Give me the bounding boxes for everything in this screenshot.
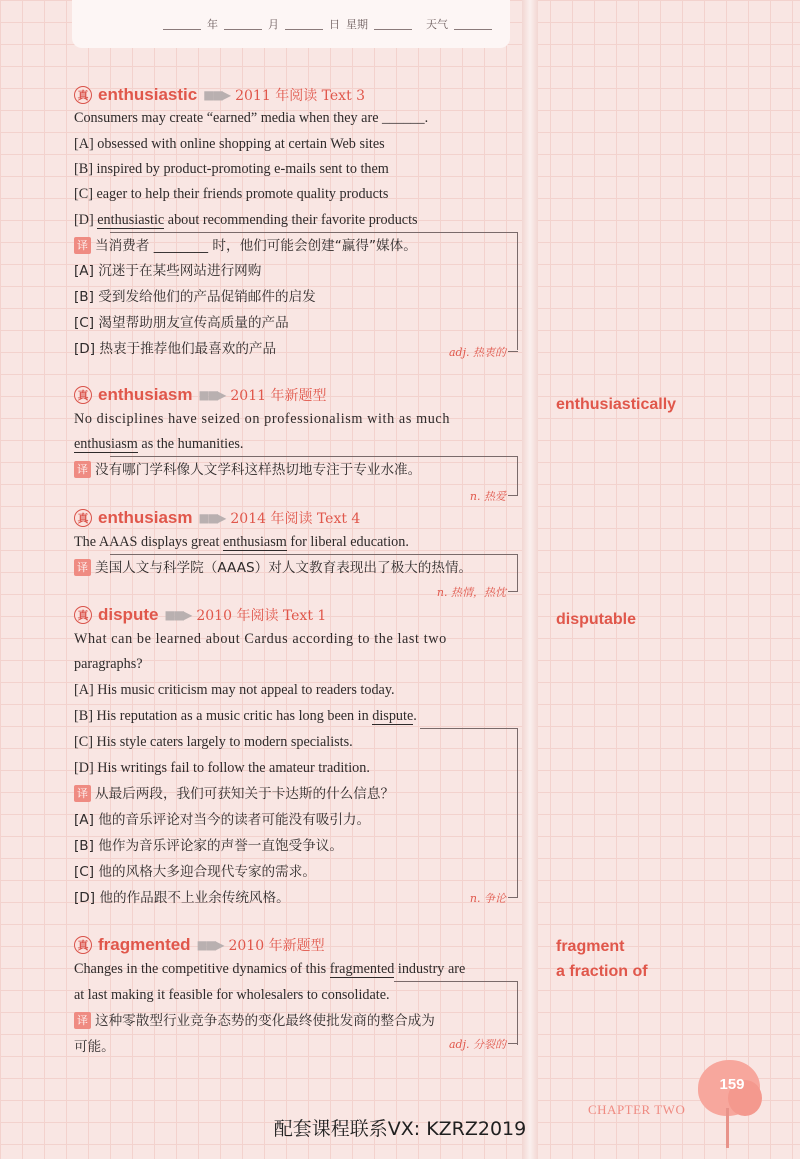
chapter-label: CHAPTER TWO [588,1102,686,1117]
example-line: at last making it feasible for wholesalers to consolidate. [74,987,390,1003]
translation-text: 没有哪门学科像人文学科这样热切地专注于专业水准。 [95,462,422,478]
option-line: [B] inspired by product-promoting e-mails sent to them [74,161,389,177]
headword: enthusiastic [98,85,198,104]
translation-text: 美国人文与科学院（AAAS）对人文教育表现出了极大的热情。 [95,560,473,576]
day-blank [285,18,323,30]
option-line: [C] His style caters largely to modern specialists. [74,734,353,750]
source-label: 2010 年新题型 [228,938,325,954]
sidebar-word: disputable [556,611,637,628]
keyword-underlined: enthusiasm [222,534,287,550]
zhen-badge-icon: 真 [74,936,92,954]
zhen-badge-icon: 真 [74,606,92,624]
example-suffix: for liberal education. [286,534,409,550]
headword: fragmented [98,935,191,954]
example-line [74,434,243,454]
example-line: paragraphs? [74,656,143,672]
zhen-badge-icon: 真 [74,509,92,527]
arrow-right-icon: ■■▶ [196,938,223,952]
yi-badge-icon: 译 [74,559,91,576]
gloss-bracket [110,232,518,350]
keyword-underlined: enthusiasm [74,436,138,452]
translation-text: 当消费者 ________ 时，他们可能会创建“赢得”媒体。 [95,238,417,254]
month-label: 月 [268,18,279,31]
entry-header-fragmented [74,934,325,956]
keyword-underlined: fragmented [329,961,395,977]
source-label: 2010 年阅读 Text 1 [196,608,327,624]
translation-text: 从最后两段，我们可获知关于卡达斯的什么信息？ [95,786,395,802]
option-prefix: [D] [74,212,98,228]
example-line: Consumers may create “earned” media when they are ______. [74,110,429,126]
entry-header-dispute [74,604,326,626]
gloss-dash [508,351,518,352]
example-suffix: as the humanities. [137,436,244,452]
weather-blank [454,18,492,30]
gloss-label: adj. 热衷的 [448,346,506,359]
sidebar-word: enthusiastically [556,396,677,413]
yi-badge-icon: 译 [74,785,91,802]
example-line [74,532,409,552]
yi-badge-icon: 译 [74,237,91,254]
keyword-underlined: enthusiastic [97,212,165,228]
option-suffix: about recommending their favorite products [164,212,418,228]
weather-label: 天气 [426,18,448,31]
day-label: 日 [329,18,340,31]
gloss-label: n. 热爱 [469,490,506,503]
example-prefix: Changes in the competitive dynamics of this [74,961,330,977]
option-line: [D] His writings fail to follow the amateur tradition. [74,760,370,776]
headword: enthusiasm [98,385,193,404]
translation-line: 可能。 [74,1039,115,1055]
option-line: [C] eager to help their friends promote quality products [74,186,389,202]
zhen-badge-icon: 真 [74,86,92,104]
gloss-label: n. 争论 [469,892,506,905]
sidebar-word: fragment [556,938,625,955]
translation-line: [D] 热衷于推荐他们最喜欢的产品 [74,341,277,357]
gloss-label: n. 热情，热忱 [436,586,506,599]
example-line: No disciplines have seized on professionalism with as much [74,411,451,427]
option-line [74,210,418,230]
option-prefix: [B] His reputation as a music critic has long been in [74,708,373,724]
translation-line: [A] 他的音乐评论对当今的读者可能没有吸引力。 [74,812,371,828]
weekday-label: 星期 [346,18,368,31]
source-label: 2014 年阅读 Text 4 [230,511,361,527]
headword: dispute [98,605,159,624]
option-line [74,706,417,726]
date-header [72,0,510,48]
month-blank [224,18,262,30]
translation-line: [C] 渴望帮助朋友宣传高质量的产品 [74,315,289,331]
entry-header-enthusiasm-2 [74,507,360,529]
year-blank [163,18,201,30]
arrow-right-icon: ■■▶ [203,88,230,102]
arrow-right-icon: ■■▶ [198,388,225,402]
gloss-bracket [420,728,518,898]
yi-badge-icon: 译 [74,461,91,478]
example-line: What can be learned about Cardus according to the last two [74,631,447,647]
entry-header-enthusiasm [74,384,326,406]
example-line [74,959,465,979]
weekday-blank [374,18,412,30]
translation-text: 这种零散型行业竞争态势的变化最终使批发商的整合成为 [95,1013,435,1029]
entry-header-enthusiastic [74,84,365,106]
gloss-label: adj. 分裂的 [448,1038,506,1051]
year-label: 年 [207,18,218,31]
translation-line: [C] 他的风格大多迎合现代专家的需求。 [74,864,316,880]
source-label: 2011 年阅读 Text 3 [235,88,366,104]
headword: enthusiasm [98,508,193,527]
arrow-right-icon: ■■▶ [198,511,225,525]
gloss-dash [508,1043,518,1044]
source-label: 2011 年新题型 [230,388,327,404]
translation-line: [A] 沉迷于在某些网站进行网购 [74,263,262,279]
option-line: [A] His music criticism may not appeal to readers today. [74,682,395,698]
translation-line [74,784,394,804]
zhen-badge-icon: 真 [74,386,92,404]
example-prefix: The AAAS displays great [74,534,223,550]
sidebar-word: a fraction of [556,963,648,980]
gloss-dash [508,897,518,898]
gloss-dash [508,495,518,496]
watermark-text: 配套课程联系VX: KZRZ2019 [273,1118,527,1140]
example-suffix: industry are [394,961,466,977]
gloss-dash [508,591,518,592]
page-number: 159 [719,1076,745,1093]
option-line: [A] obsessed with online shopping at certain Web sites [74,136,385,152]
page-divider [522,0,538,1159]
yi-badge-icon: 译 [74,1012,91,1029]
arrow-right-icon: ■■▶ [164,608,191,622]
option-suffix: . [413,708,417,724]
keyword-underlined: dispute [372,708,414,724]
translation-line: [D] 他的作品跟不上业余传统风格。 [74,890,290,906]
translation-line: [B] 他作为音乐评论家的声誉一直饱受争议。 [74,838,343,854]
translation-line [74,1011,435,1031]
translation-line: [B] 受到发给他们的产品促销邮件的启发 [74,289,316,305]
